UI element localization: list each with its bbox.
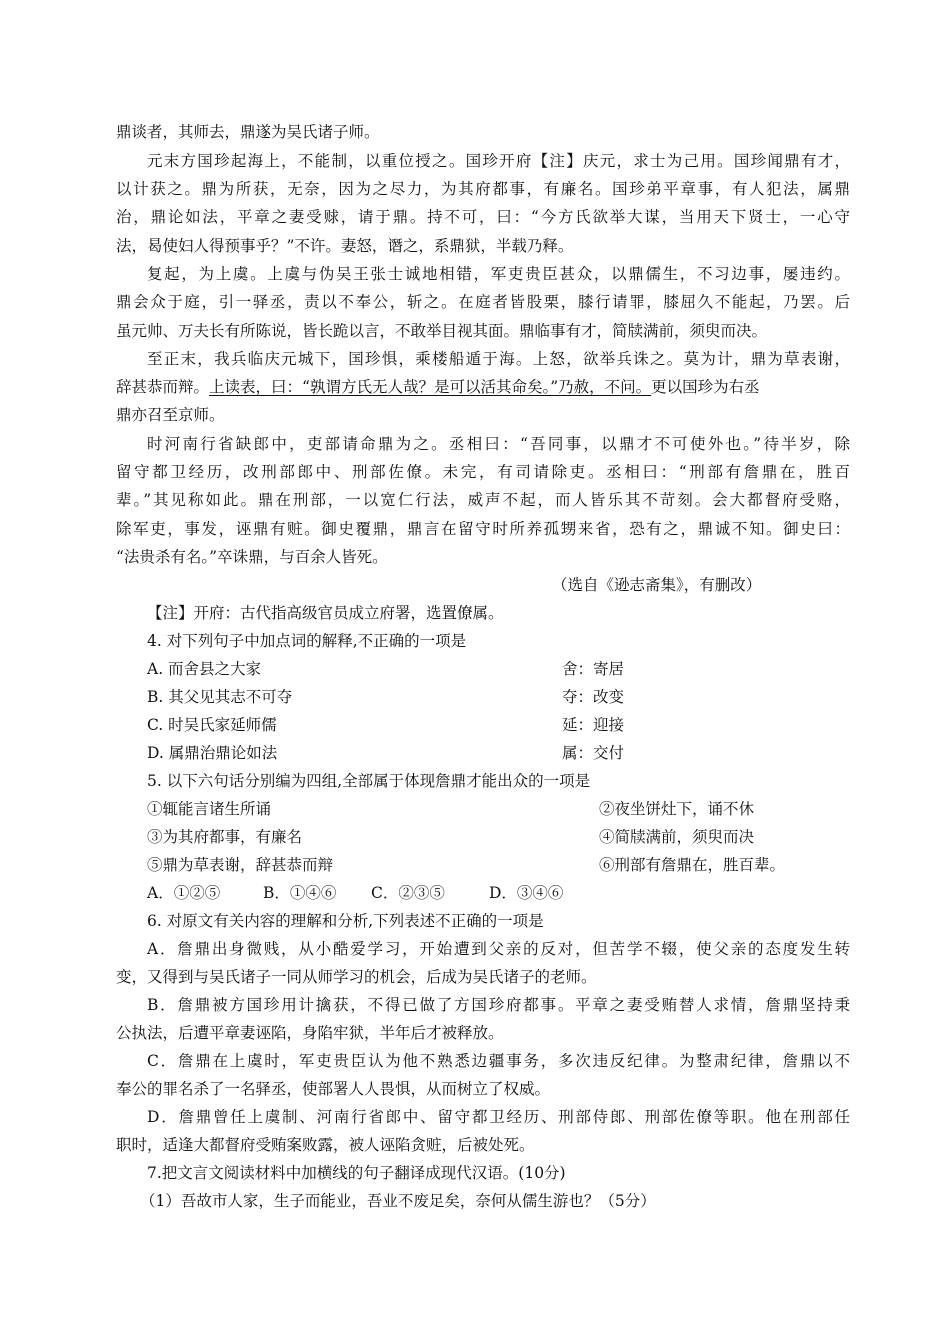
q5-choice: C．②③⑤: [371, 884, 445, 902]
q6-option-line: B．詹鼎被方国珍用计擒获，不得已做了方国珍府都事。平章之妻受贿替人求情，詹鼎坚持秉: [147, 996, 850, 1014]
q5-item-row: [147, 799, 755, 819]
question-6-stem: 6. 对原文有关内容的理解和分析,下列表述不正确的一项是: [147, 912, 544, 930]
passage-line: 以计获之。鼎为所获，无奈，因为之尽力，为其府都事，有廉名。国珍弟平章事，有人犯法，属鼎: [116, 180, 850, 198]
q5-choices: [147, 883, 747, 903]
passage-text: 更以国珍为右丞: [651, 378, 760, 396]
option-sentence: B. 其父见其志不可夺: [147, 688, 293, 706]
passage-text: 辞甚恭而辩。: [116, 378, 210, 396]
q6-option-line: A．詹鼎出身微贱，从小酷爱学习，开始遭到父亲的反对，但苦学不辍，使父亲的态度发生转: [147, 940, 850, 958]
passage-line: 辈。”其见称如此。鼎在刑部，一以宽仁行法，威声不起，而人皆乐其不苛刻。会大都督府受赂，: [116, 491, 850, 509]
passage-line: 复起，为上虞。上虞与伪吴王张士诚地相错，军吏贵臣甚众，以鼎儒生，不习边事，屡违约。: [147, 265, 850, 283]
passage-note: 【注】开府：古代指高级官员成立府署，选置僚属。: [147, 604, 504, 622]
q5-choice: B．①④⑥: [263, 884, 337, 902]
passage-line: 鼎亦召至京师。: [116, 406, 225, 424]
passage-line: 法，曷使妇人得预事乎？”不许。妻怒，谮之，系鼎狱，半载乃释。: [116, 237, 574, 255]
question-7-stem: 7.把文言文阅读材料中加横线的句子翻译成现代汉语。(10分): [147, 1164, 566, 1182]
q6-option-line: C．詹鼎在上虞时，军吏贵臣认为他不熟悉边疆事务，多次违反纪律。为整肃纪律，詹鼎以不: [147, 1052, 850, 1070]
option-gloss: 夺：改变: [562, 688, 625, 706]
q5-item: ④简牍满前，须臾而决: [599, 828, 755, 846]
underlined-sentence: 上读表，曰：“孰谓方氏无人哉？是可以活其命矣。”乃赦，不问。: [209, 378, 652, 396]
q6-option-line: 变，又得到与吴氏诸子一同从师学习的机会，后成为吴氏诸子的老师。: [116, 968, 597, 986]
q5-item: ③为其府都事，有廉名: [147, 828, 303, 846]
passage-line: 鼎谈者，其师去，鼎遂为吴氏诸子师。: [116, 123, 380, 141]
passage-line: [116, 377, 850, 397]
passage-line: “法贵杀有名。”卒诛鼎，与百余人皆死。: [116, 548, 388, 566]
q4-option-b: [147, 687, 747, 707]
q6-option-line: 公执法，后遭平章妻诬陷，身陷牢狱，半年后才被释放。: [116, 1024, 504, 1042]
passage-line: 至正末，我兵临庆元城下，国珍惧，乘楼船遁于海。上怒，欲举兵诛之。莫为计，鼎为草表谢，: [147, 350, 850, 368]
option-gloss: 舍：寄居: [562, 660, 625, 678]
q5-choice: D．③④⑥: [489, 884, 564, 902]
passage-line: 除军吏，事发，诬鼎有赃。御史覆鼎，鼎言在留守时所养孤甥来省，恐有之，鼎诚不知。御史曰：: [116, 520, 850, 538]
q5-item: ⑥刑部有詹鼎在，胜百辈。: [599, 856, 786, 874]
q5-item: ②夜坐饼灶下，诵不休: [599, 800, 755, 818]
passage-source: （选自《逊志斋集》，有删改）: [552, 576, 762, 594]
option-sentence: D. 属鼎治鼎论如法: [147, 744, 278, 762]
q6-option-line: 奉公的罪名杀了一名驿丞，使部署人人畏惧，从而树立了权威。: [116, 1080, 551, 1098]
question-4-stem: 4. 对下列句子中加点词的解释,不正确的一项是: [147, 632, 467, 650]
passage-line: 时河南行省缺郎中，吏部请命鼎为之。丞相曰：“吾同事，以鼎才不可使外也。”待半岁，除: [147, 435, 850, 453]
option-gloss: 延：迎接: [562, 716, 625, 734]
passage-line: 虽元帅、万夫长有所陈说，皆长跪以言，不敢举目视其面。鼎临事有才，简牍满前，须臾而决。: [116, 322, 768, 340]
option-gloss: 属：交付: [562, 744, 625, 762]
q5-item-row: [147, 855, 786, 875]
q5-item: ⑤鼎为草表谢，辞甚恭而辩: [147, 856, 334, 874]
passage-line: 留守都卫经历，改刑部郎中、刑部佐僚。未完，有司请除吏。丞相曰：“刑部有詹鼎在，胜百: [116, 463, 850, 481]
q6-option-line: D．詹鼎曾任上虞制、河南行省郎中、留守都卫经历、刑部侍郎、刑部佐僚等职。他在刑部任: [147, 1108, 850, 1126]
q4-option-a: [147, 659, 747, 679]
option-sentence: C. 时吴氏家延师儒: [147, 716, 277, 734]
passage-line: 鼎会众于庭，引一驿丞，责以不奉公，斩之。在庭者皆股栗，膝行请罪，膝屈久不能起，乃罢。后: [116, 293, 850, 311]
q4-option-d: [147, 743, 747, 763]
q5-choice: A．①②⑤: [147, 884, 221, 902]
q5-item-row: [147, 827, 755, 847]
q6-option-line: 职时，适逢大都督府受贿案败露，被人诬陷贪赃，后被处死。: [116, 1136, 535, 1154]
passage-line: 元末方国珍起海上，不能制，以重位授之。国珍开府【注】庆元，求士为己用。国珍闻鼎有才，: [147, 152, 850, 170]
q5-item: ①辄能言诸生所诵: [147, 800, 272, 818]
option-sentence: A. 而舍县之大家: [147, 660, 262, 678]
passage-line: 治，鼎论如法，平章之妻受赇，请于鼎。持不可，曰：“今方氏欲举大谋，当用天下贤士，一心守: [116, 208, 850, 226]
question-5-stem: 5. 以下六句话分别编为四组,全部属于体现詹鼎才能出众的一项是: [147, 772, 591, 790]
question-7-sub-1: （1）吾故市人家，生子而能业，吾业不废足矣，奈何从儒生游也？（5分）: [140, 1192, 656, 1210]
q4-option-c: [147, 715, 747, 735]
